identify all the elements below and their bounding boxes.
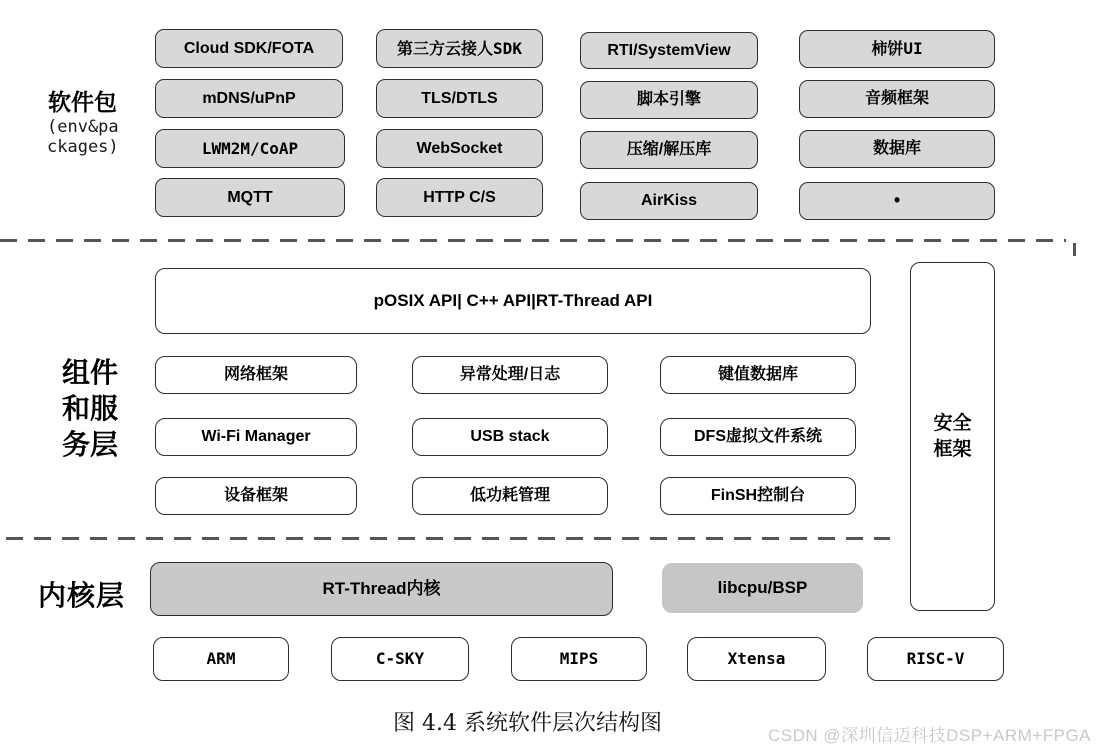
- package-box: 音频框架: [799, 80, 995, 118]
- package-box: Cloud SDK/FOTA: [155, 29, 343, 68]
- cpu-box: ARM: [153, 637, 289, 681]
- cpu-box: Xtensa: [687, 637, 826, 681]
- package-box: HTTP C/S: [376, 178, 543, 217]
- component-box: USB stack: [412, 418, 608, 456]
- packages-layer-label: 软件包: [48, 89, 117, 115]
- component-box: 设备框架: [155, 477, 357, 515]
- separator-line-top-end-tick: [1073, 243, 1076, 256]
- security-framework-box: [910, 262, 995, 611]
- component-box: 异常处理/日志: [412, 356, 608, 394]
- package-box: 柿饼UI: [799, 30, 995, 68]
- separator-line-top: [0, 239, 1066, 242]
- package-box: TLS/DTLS: [376, 79, 543, 118]
- kernel-layer-label: 内核层: [38, 580, 126, 611]
- security-box-line2: 框架: [933, 438, 972, 460]
- cpu-box: RISC-V: [867, 637, 1004, 681]
- api-bar-box: pOSIX API| C++ API|RT-Thread API: [155, 268, 871, 334]
- libcpu-bsp-box: libcpu/BSP: [662, 563, 863, 613]
- component-box: 网络框架: [155, 356, 357, 394]
- packages-sublabel-line2: ckages): [47, 137, 119, 157]
- package-box: RTI/SystemView: [580, 32, 758, 69]
- package-box: MQTT: [155, 178, 345, 217]
- package-box: 压缩/解压库: [580, 131, 758, 169]
- packages-sublabel-line1: (env&pa: [47, 117, 119, 137]
- rt-thread-kernel-box: RT-Thread内核: [150, 562, 613, 616]
- component-box: DFS虚拟文件系统: [660, 418, 856, 456]
- components-layer-label: [62, 355, 118, 463]
- cpu-box: MIPS: [511, 637, 647, 681]
- package-box: mDNS/uPnP: [155, 79, 343, 118]
- figure-caption: 图 4.4 系统软件层次结构图: [393, 711, 662, 736]
- package-box: 脚本引擎: [580, 81, 758, 119]
- package-box: 数据库: [799, 130, 995, 168]
- component-box: Wi-Fi Manager: [155, 418, 357, 456]
- security-box-line1: 安全: [933, 412, 972, 434]
- package-box: AirKiss: [580, 182, 758, 220]
- components-label-line1: 组件: [62, 357, 119, 388]
- package-box: WebSocket: [376, 129, 543, 168]
- package-box: 第三方云接人SDK: [376, 29, 543, 68]
- component-box: 低功耗管理: [412, 477, 608, 515]
- components-label-line3: 务层: [62, 429, 119, 460]
- separator-line-bottom: [6, 537, 890, 540]
- components-label-line2: 和服: [62, 393, 119, 424]
- cpu-box: C-SKY: [331, 637, 469, 681]
- component-box: 键值数据库: [660, 356, 856, 394]
- watermark-text: CSDN @深圳信迈科技DSP+ARM+FPGA: [768, 726, 1092, 745]
- packages-layer-sublabel: [47, 117, 119, 157]
- package-box: LWM2M/CoAP: [155, 129, 345, 168]
- component-box: FinSH控制台: [660, 477, 856, 515]
- package-box: •: [799, 182, 995, 220]
